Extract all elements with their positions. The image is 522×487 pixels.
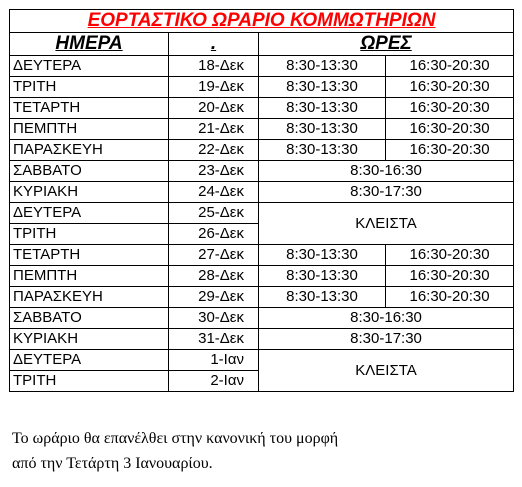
- date-cell: 2-Ιαν: [169, 371, 259, 392]
- day-cell: ΤΡΙΤΗ: [10, 371, 169, 392]
- day-cell: ΠΑΡΑΣΚΕΥΗ: [10, 287, 169, 308]
- day-cell: ΠΕΜΠΤΗ: [10, 266, 169, 287]
- holiday-hours-table: [9, 9, 514, 392]
- table-row: [10, 77, 514, 98]
- evening-hours-cell: 16:30-20:30: [386, 287, 514, 308]
- evening-hours-cell: 16:30-20:30: [386, 98, 514, 119]
- date-cell: 28-Δεκ: [169, 266, 259, 287]
- day-cell: ΣΑΒΒΑΤΟ: [10, 161, 169, 182]
- day-cell: ΚΥΡΙΑΚΗ: [10, 329, 169, 350]
- table-row: [10, 182, 514, 203]
- evening-hours-cell: 16:30-20:30: [386, 119, 514, 140]
- day-cell: ΤΡΙΤΗ: [10, 77, 169, 98]
- header-row: [10, 33, 514, 56]
- footer-note: [12, 426, 338, 476]
- morning-hours-cell: 8:30-13:30: [259, 287, 386, 308]
- morning-hours-cell: 8:30-13:30: [259, 119, 386, 140]
- closed-cell: ΚΛΕΙΣΤΑ: [259, 350, 514, 392]
- date-cell: 19-Δεκ: [169, 77, 259, 98]
- date-cell: 22-Δεκ: [169, 140, 259, 161]
- date-cell: 26-Δεκ: [169, 224, 259, 245]
- table-row: [10, 203, 514, 224]
- date-cell: 25-Δεκ: [169, 203, 259, 224]
- date-cell: 31-Δεκ: [169, 329, 259, 350]
- morning-hours-cell: 8:30-13:30: [259, 77, 386, 98]
- day-cell: ΔΕΥΤΕΡΑ: [10, 350, 169, 371]
- day-cell: ΠΕΜΠΤΗ: [10, 119, 169, 140]
- table-row: [10, 266, 514, 287]
- evening-hours-cell: 16:30-20:30: [386, 245, 514, 266]
- table-row: [10, 329, 514, 350]
- date-cell: 18-Δεκ: [169, 56, 259, 77]
- date-cell: 20-Δεκ: [169, 98, 259, 119]
- header-hours: ΩΡΕΣ: [259, 33, 514, 56]
- day-cell: ΚΥΡΙΑΚΗ: [10, 182, 169, 203]
- day-cell: ΠΑΡΑΣΚΕΥΗ: [10, 140, 169, 161]
- date-cell: 27-Δεκ: [169, 245, 259, 266]
- day-cell: ΔΕΥΤΕΡΑ: [10, 56, 169, 77]
- date-cell: 23-Δεκ: [169, 161, 259, 182]
- morning-hours-cell: 8:30-13:30: [259, 140, 386, 161]
- date-cell: 21-Δεκ: [169, 119, 259, 140]
- day-cell: ΤΕΤΑΡΤΗ: [10, 245, 169, 266]
- title-row: [10, 10, 514, 33]
- day-cell: ΤΕΤΑΡΤΗ: [10, 98, 169, 119]
- header-day: ΗΜΕΡΑ: [10, 33, 169, 56]
- morning-hours-cell: 8:30-13:30: [259, 98, 386, 119]
- table-row: [10, 161, 514, 182]
- morning-hours-cell: 8:30-13:30: [259, 266, 386, 287]
- table-title: ΕΟΡΤΑΣΤΙΚΟ ΩΡΑΡΙΟ ΚΟΜΜΩΤΗΡΙΩΝ: [10, 10, 514, 33]
- day-cell: ΣΑΒΒΑΤΟ: [10, 308, 169, 329]
- day-cell: ΔΕΥΤΕΡΑ: [10, 203, 169, 224]
- table-row: [10, 98, 514, 119]
- table-row: [10, 245, 514, 266]
- note-line-2: από την Τετάρτη 3 Ιανουαρίου.: [12, 455, 213, 472]
- hours-cell: 8:30-17:30: [259, 329, 514, 350]
- day-cell: ΤΡΙΤΗ: [10, 224, 169, 245]
- note-line-1: Το ωράριο θα επανέλθει στην κανονική του μορφή: [12, 430, 339, 447]
- header-date: .: [169, 33, 259, 56]
- evening-hours-cell: 16:30-20:30: [386, 140, 514, 161]
- date-cell: 1-Ιαν: [169, 350, 259, 371]
- hours-cell: 8:30-17:30: [259, 182, 514, 203]
- table-row: [10, 287, 514, 308]
- date-cell: 24-Δεκ: [169, 182, 259, 203]
- table-row: [10, 140, 514, 161]
- evening-hours-cell: 16:30-20:30: [386, 266, 514, 287]
- date-cell: 30-Δεκ: [169, 308, 259, 329]
- table-row: [10, 56, 514, 77]
- table-row: [10, 308, 514, 329]
- morning-hours-cell: 8:30-13:30: [259, 245, 386, 266]
- hours-cell: 8:30-16:30: [259, 161, 514, 182]
- morning-hours-cell: 8:30-13:30: [259, 56, 386, 77]
- closed-cell: ΚΛΕΙΣΤΑ: [259, 203, 514, 245]
- evening-hours-cell: 16:30-20:30: [386, 56, 514, 77]
- evening-hours-cell: 16:30-20:30: [386, 77, 514, 98]
- date-cell: 29-Δεκ: [169, 287, 259, 308]
- table-row: [10, 119, 514, 140]
- hours-cell: 8:30-16:30: [259, 308, 514, 329]
- table-row: [10, 350, 514, 371]
